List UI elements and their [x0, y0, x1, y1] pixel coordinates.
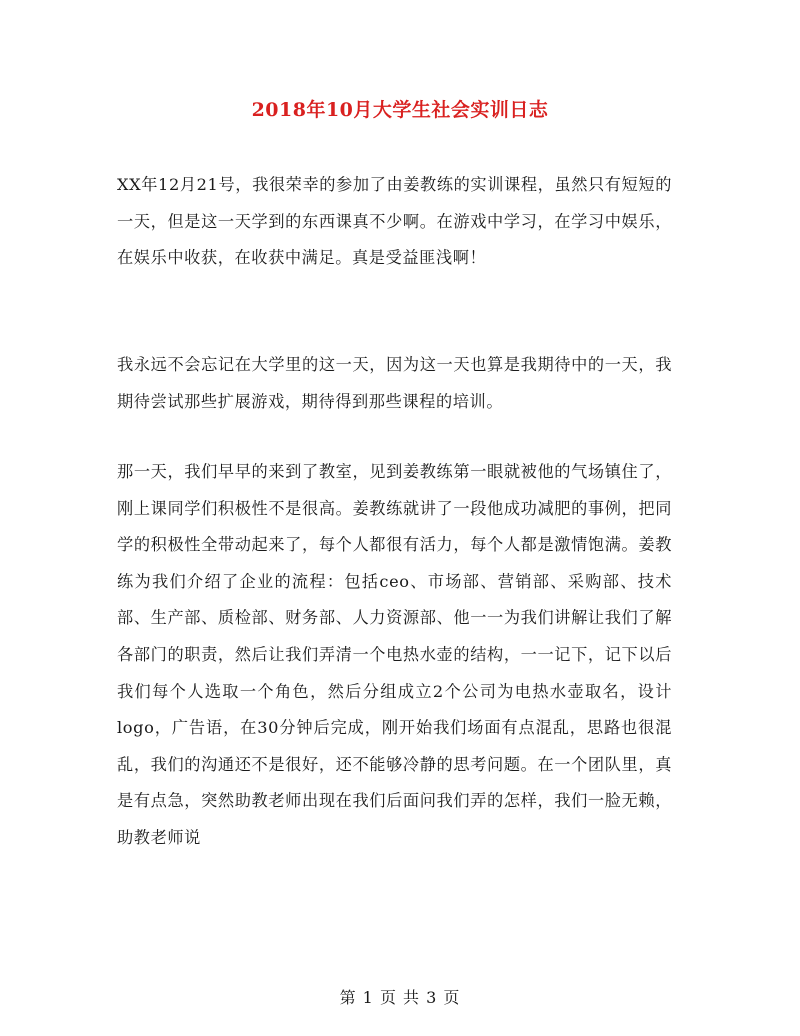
- paragraph-2: 我永远不会忘记在大学里的这一天，因为这一天也算是我期待中的一天，我期待尝试那些扩展游戏，期待得到那些课程的培训。: [117, 355, 672, 411]
- page-number-footer: 第 1 页 共 3 页: [339, 988, 461, 1007]
- paragraph-1: XX年12月21号，我很荣幸的参加了由姜教练的实训课程，虽然只有短短的一天，但是这一天学到的东西课真不少啊。在游戏中学习，在学习中娱乐，在娱乐中收获，在收获中满足。真是受益匪浅啊！: [117, 175, 672, 268]
- document-title: 2018年10月大学生社会实训日志: [251, 99, 549, 121]
- paragraph-3: 那一天，我们早早的来到了教室，见到姜教练第一眼就被他的气场镇住了，刚上课同学们积极性不是很高。姜教练就讲了一段他成功减肥的事例，把同学的积极性全带动起来了，每个人都很有活力，每个人都是激情饱满。姜教练为我们介绍了企业的流程：包括ceo、市场部、营销部、采购部、技术部、生产部、质检部、财务部、人力资源部、他一一为我们讲解让我们了解各部门的职责，然后让我们弄清一个电热水壶的结构，一一记下，记下以后我们每个人选取一个角色，然后分组成立2个公司为电热水壶取名，设计logo，广告语，在30分钟后完成，刚开始我们场面有点混乱，思路也很混乱，我们的沟通还不是很好，还不能够冷静的思考问题。在一个团队里，真是有点急，突然助教老师出现在我们后面问我们弄的怎样，我们一脸无赖，助教老师说: [117, 462, 672, 847]
